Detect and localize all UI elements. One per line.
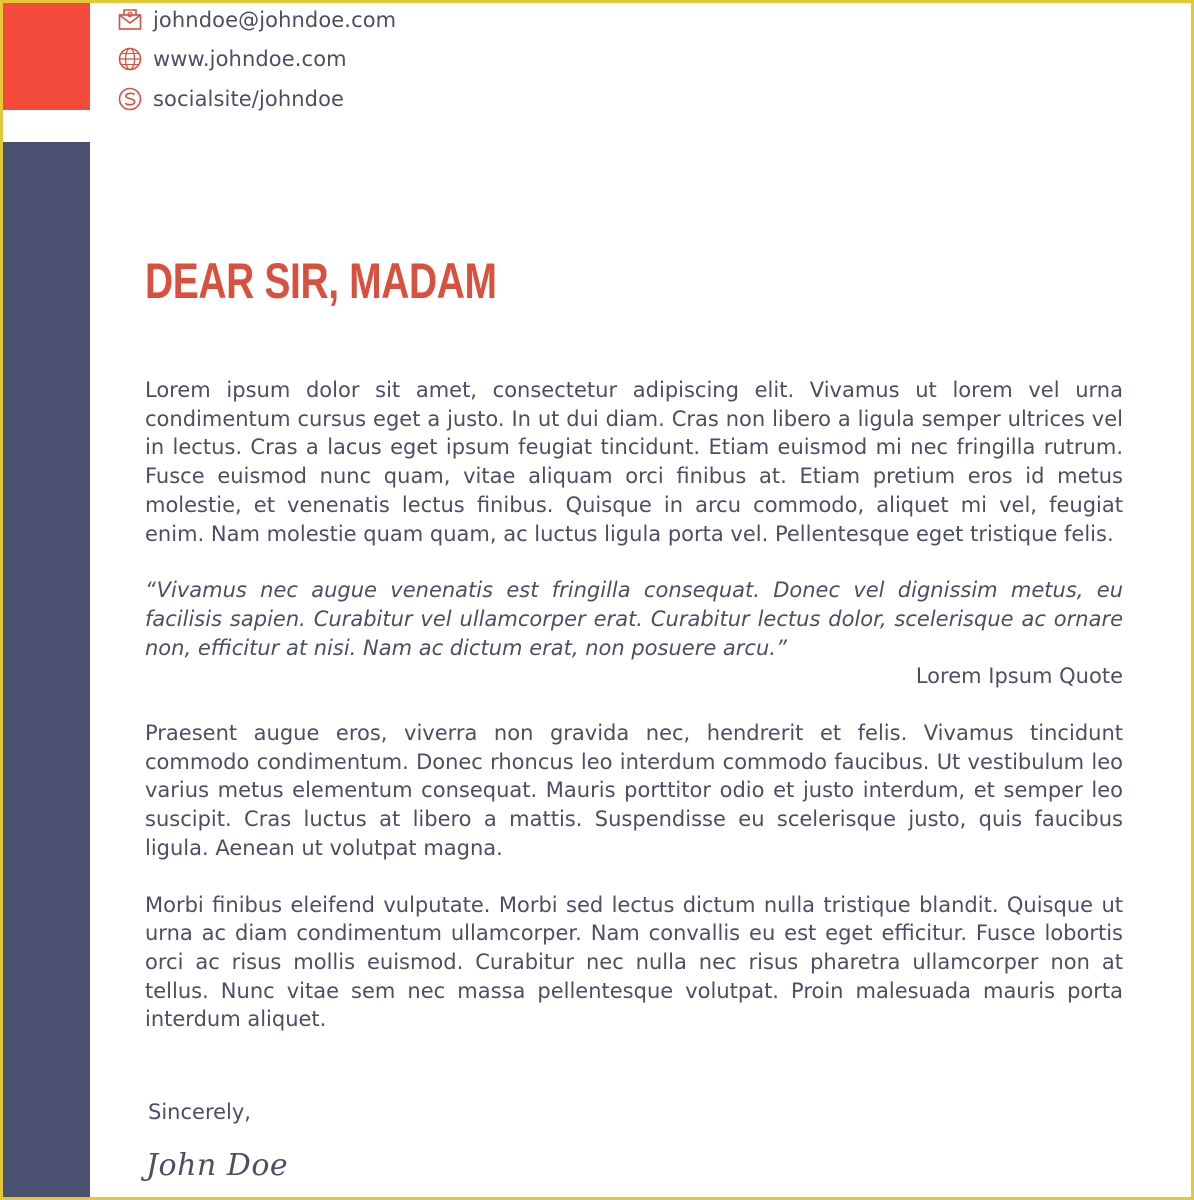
contact-info xyxy=(117,0,396,119)
contact-social[interactable] xyxy=(117,79,396,119)
sidebar-stripe xyxy=(3,142,90,1197)
contact-website[interactable] xyxy=(117,40,396,80)
paragraph-1: Lorem ipsum dolor sit amet, consectetur adipiscing elit. Vivamus ut lorem vel urna condimentum cursus eget a justo. In ut dui diam. Cras non libero a ligula semper ultrices vel in lectus. Cras a lacus eget ipsum feugiat tincidunt. Etiam euismod mi nec fringilla rutrum. Fusce euismod nunc quam, vitae aliquam orci finibus at. Etiam pretium eros id metus molestie, et venenatis lectus finibus. Quisque in arcu commodo, aliquet mi vel, feugiat enim. Nam molestie quam quam, ac luctus ligula porta vel. Pellentesque eget tristique felis. xyxy=(145,378,1123,546)
greeting-heading: DEAR SIR, MADAM xyxy=(145,253,497,309)
quote-source: Lorem Ipsum Quote xyxy=(915,664,1123,689)
signature: John Doe xyxy=(146,1148,289,1183)
social-icon xyxy=(117,86,143,112)
globe-icon xyxy=(117,46,143,72)
contact-email[interactable] xyxy=(117,0,396,40)
letter-text xyxy=(145,376,1123,1062)
contact-social-text: socialsite/johndoe xyxy=(153,86,345,111)
paragraph-3: Morbi finibus eleifend vulputate. Morbi sed lectus dictum nulla tristique blandit. Quisque ut urna ac diam condimentum ullamcorper. Nam convallis eu est eget efficitur. Fusce lobortis orci ac risus mollis euismod. Curabitur nec nulla nec risus pharetra ullamcorper non at tellus. Nunc vitae sem nec massa pellentesque volutpat. Proin malesuada mauris porta interdum aliquet. xyxy=(145,892,1123,1032)
contact-email-text: johndoe@johndoe.com xyxy=(153,7,397,32)
envelope-icon xyxy=(117,7,143,33)
header-accent-block xyxy=(3,3,90,110)
quote-text: “Vivamus nec augue venenatis est fringilla consequat. Donec vel dignissim metus, eu facilisis sapien. Curabitur vel ullamcorper erat. Curabitur lectus dolor, scelerisque ac ornare non, efficitur at nisi. Nam ac dictum erat, non posuere arcu.” xyxy=(145,578,1123,660)
paragraph-2: Praesent augue eros, viverra non gravida nec, hendrerit et felis. Vivamus tincidunt commodo condimentum. Donec rhoncus leo interdum commodo faucibus. Ut vestibulum leo varius metus elementum consequat. Mauris porttitor odio et justo interdum, et semper leo suscipit. Cras luctus at libero a mattis. Suspendisse eu scelerisque justo, quis faucibus ligula. Aenean ut volutpat magna. xyxy=(145,721,1123,860)
closing-text: Sincerely, xyxy=(148,1100,251,1124)
contact-website-text: www.johndoe.com xyxy=(153,47,347,72)
